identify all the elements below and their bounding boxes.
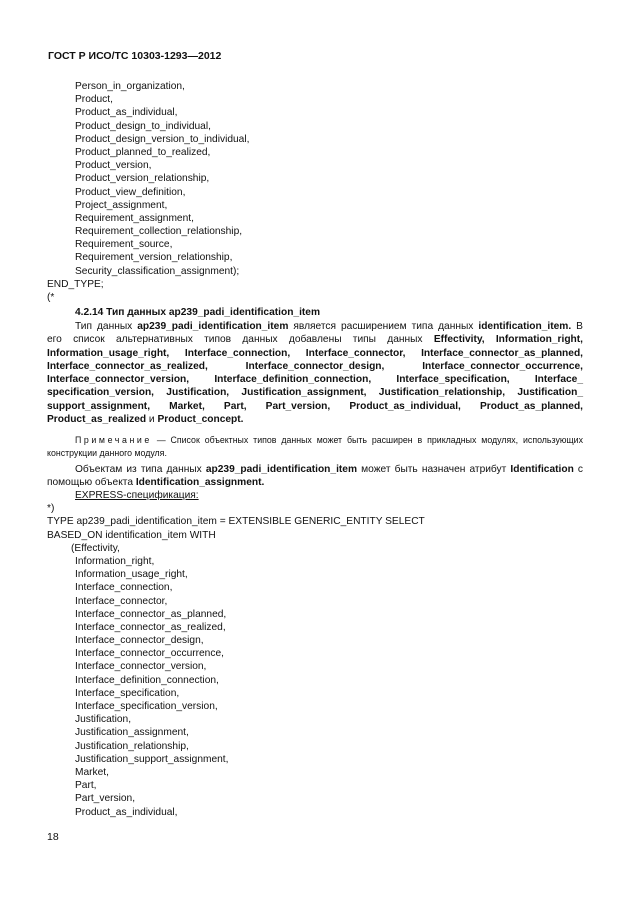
p1-bold-2: identification_item. — [478, 321, 572, 332]
list-item: Justification_assignment, — [75, 727, 189, 739]
list-item: Part, — [75, 780, 97, 792]
list-item: Product, — [75, 94, 113, 106]
list-item: Security_classification_assignment); — [75, 265, 240, 277]
list-item: Product_design_to_individual, — [75, 120, 211, 132]
list-item: Product_version_relationship, — [75, 173, 210, 185]
list-item: Interface_definition_connection, — [75, 674, 219, 686]
p1-text-3: В его список альтернативных типов данных добавлены типы данных — [47, 321, 583, 346]
p2-bold-1: ap239_padi_identification_item — [205, 464, 358, 475]
list-item: Project_assignment, — [75, 199, 168, 211]
list-item: Interface_connector_design, — [75, 635, 204, 647]
list-item: Requirement_collection_relationship, — [75, 226, 243, 238]
list-item: Requirement_source, — [75, 239, 173, 251]
list-item: Product_version, — [75, 160, 152, 172]
type-declaration-line: TYPE ap239_padi_identification_item = EXTENSIBLE GENERIC_ENTITY SELECT — [47, 516, 425, 528]
list-item: Part_version, — [75, 793, 136, 805]
list-item: Justification_relationship, — [75, 740, 189, 752]
note-paragraph — [47, 434, 583, 459]
list-item: Interface_connector_as_realized, — [75, 621, 226, 633]
list-item: Interface_specification_version, — [75, 701, 218, 712]
paragraph-description — [47, 320, 583, 426]
list-item: Interface_connector, — [75, 595, 168, 607]
p2-text-2: может быть назначен атрибут — [357, 464, 511, 475]
list-item: Person_in_organization, — [75, 81, 185, 92]
list-item: Requirement_assignment, — [75, 212, 194, 224]
list-item: Justification_support_assignment, — [75, 753, 229, 765]
list-item: Market, — [75, 766, 109, 778]
list-item: Product_view_definition, — [75, 186, 186, 198]
document-header: ГОСТ Р ИСО/ТС 10303-1293—2012 — [48, 50, 222, 62]
list-item: Interface_connector_occurrence, — [75, 648, 224, 660]
section-heading: 4.2.14 Тип данных ap239_padi_identification_item — [75, 307, 321, 318]
list-item: Product_design_version_to_individual, — [75, 133, 250, 145]
list-item: Requirement_version_relationship, — [75, 252, 233, 264]
p1-bold-4: Product_concept. — [157, 414, 244, 426]
list-item: Product_as_individual, — [75, 107, 178, 119]
p1-bold-1: ap239_padi_identification_item — [137, 321, 289, 332]
list-item: Information_right, — [75, 555, 155, 567]
p2-text-3: с помощью объекта — [47, 464, 583, 489]
comment-close-line: *) — [47, 503, 55, 515]
list-item: Interface_connection, — [75, 582, 173, 594]
list-item: Interface_specification, — [75, 687, 180, 699]
list-item: Justification, — [75, 714, 132, 726]
list-item: Product_as_individual, — [75, 806, 178, 818]
list-item: (Effectivity, — [71, 542, 120, 554]
based-on-line: BASED_ON identification_item WITH — [47, 529, 216, 541]
paragraph-identification — [47, 463, 583, 490]
list-item: Interface_connector_as_planned, — [75, 608, 227, 620]
p2-bold-2: Identification — [510, 464, 574, 475]
p2-text-1: Объектам из типа данных — [75, 464, 206, 475]
p1-text-2: является расширением типа данных — [288, 321, 479, 332]
page-number: 18 — [47, 831, 59, 843]
p1-bold-3: Effectivity, Information_right, Information_usage_right, Interface_connection, Interface_connector, Interface_connector_as_planned, Interface_connector_as_realized, Interface_connector_design, Interface_connector_occurrence, Interface_connector_version, Interface_definition_connection, Interface_specification, Interface_ specification_version, Justification, Justification_assignment, Justification_relationship, Justification_ support_assignment, Market, Part, Part_version, Product_as_individual, Product_as_planned, Product_as_realized — [47, 334, 583, 426]
express-code-block — [0, 489, 630, 819]
select-list-continued — [0, 80, 630, 304]
list-item: Information_usage_right, — [75, 569, 188, 581]
list-item: Interface_connector_version, — [75, 661, 207, 673]
p2-bold-3: Identification_assignment. — [135, 477, 265, 489]
note-text: — Список объектных типов данных может быть расширен в прикладных модулях, использующих конструкции данного модуля. — [47, 435, 583, 458]
end-type-line: END_TYPE; — [47, 278, 104, 290]
list-item: Product_planned_to_realized, — [75, 146, 211, 158]
p1-text-1: Тип данных — [75, 321, 138, 332]
express-spec-label: EXPRESS-спецификация: — [75, 490, 199, 501]
comment-open-line: (* — [47, 292, 55, 303]
p1-text-4: и — [146, 414, 158, 426]
note-label: Примечание — [75, 435, 152, 445]
